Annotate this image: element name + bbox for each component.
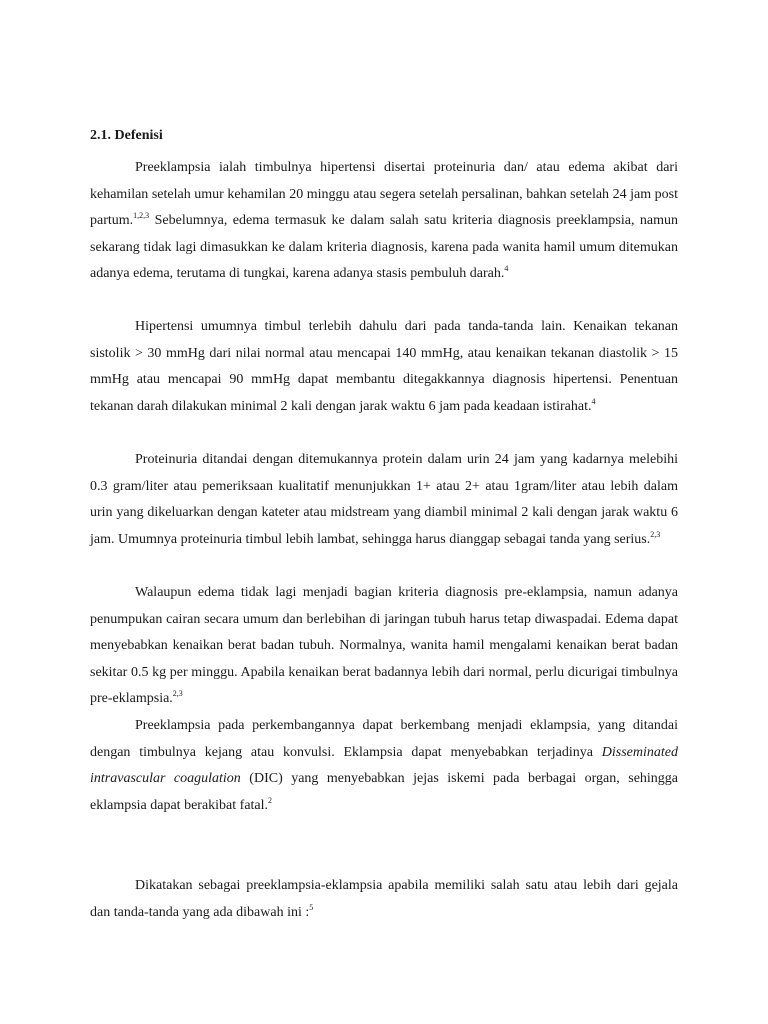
paragraph-edema xyxy=(90,580,678,713)
italic-term: Disseminated intravascular coagulation xyxy=(90,744,678,786)
reference-superscript: 2 xyxy=(268,795,273,805)
paragraph-text: Preeklampsia pada perkembangannya dapat berkembang menjadi eklampsia, yang ditandai dengan timbulnya kejang atau konvulsi. Eklampsia dapat menyebabkan terjadinya xyxy=(90,718,678,760)
reference-superscript: 2,3 xyxy=(650,529,661,539)
paragraph-eclampsia xyxy=(90,713,678,819)
reference-superscript: 5 xyxy=(309,902,314,912)
reference-superscript: 4 xyxy=(504,264,509,273)
paragraph-definition xyxy=(90,155,678,288)
paragraph-text: Proteinuria ditandai dengan ditemukannya protein dalam urin 24 jam yang kadarnya melebihi 0.3 gram/liter atau pemeriksaan kualitatif menunjukkan 1+ atau 2+ atau 1gram/liter atau lebih dalam urin yang dikeluarkan dengan kateter atau midstream yang diambil minimal 2 kali dengan jarak waktu 6 jam. Umumnya proteinuria timbul lebih lambat, sehingga harus dianggap sebagai tanda yang serius. xyxy=(90,452,678,547)
paragraph-text: Walaupun edema tidak lagi menjadi bagian kriteria diagnosis pre-eklampsia, namun adanya penumpukan cairan secara umum dan berlebihan di jaringan tubuh harus tetap diwaspadai. Edema dapat menyebabkan kenaikan berat badan tubuh. Normalnya, wanita hamil mengalami kenaikan berat badan sekitar 0.5 kg per minggu. Apabila kenaikan berat badannya lebih dari normal, perlu dicurigai timbulnya pre-eklampsia. xyxy=(90,585,678,706)
paragraph-criteria-intro xyxy=(90,873,678,926)
paragraph-text: Hipertensi umumnya timbul terlebih dahulu dari pada tanda-tanda lain. Kenaikan tekanan sistolik > 30 mmHg dari nilai normal atau mencapai 140 mmHg, atau kenaikan tekanan diastolik > 15 mmHg atau mencapai 90 mmHg dapat membantu ditegakkannya diagnosis hipertensi. Penentuan tekanan darah dilakukan minimal 2 kali dengan jarak waktu 6 jam pada keadaan istirahat. xyxy=(90,319,678,414)
paragraph-text: Sebelumnya, edema termasuk ke dalam salah satu kriteria diagnosis preeklampsia, namun sekarang tidak lagi dimasukkan ke dalam kriteria diagnosis, karena pada wanita hamil umum ditemukan adanya edema, terutama di tungkai, karena adanya stasis pembuluh darah. xyxy=(90,213,678,281)
reference-superscript: 4 xyxy=(591,396,596,406)
paragraph-text: Dikatakan sebagai preeklampsia-eklampsia apabila memiliki salah satu atau lebih dari gejala dan tanda-tanda yang ada dibawah ini : xyxy=(90,878,678,920)
paragraph-hypertension xyxy=(90,314,678,420)
paragraph-text: (DIC) yang menyebabkan jejas iskemi pada berbagai organ, sehingga eklampsia dapat berakibat fatal. xyxy=(90,771,679,813)
reference-superscript: 1,2,3 xyxy=(133,211,150,220)
reference-superscript: 2,3 xyxy=(172,689,183,698)
paragraph-text: Preeklampsia ialah timbulnya hipertensi disertai proteinuria dan/ atau edema akibat dari kehamilan setelah umur kehamilan 20 minggu atau segera setelah persalinan, bahkan setelah 24 jam post partum. xyxy=(90,160,678,228)
paragraph-proteinuria xyxy=(90,447,678,553)
section-heading: 2.1. Defenisi xyxy=(90,128,163,143)
